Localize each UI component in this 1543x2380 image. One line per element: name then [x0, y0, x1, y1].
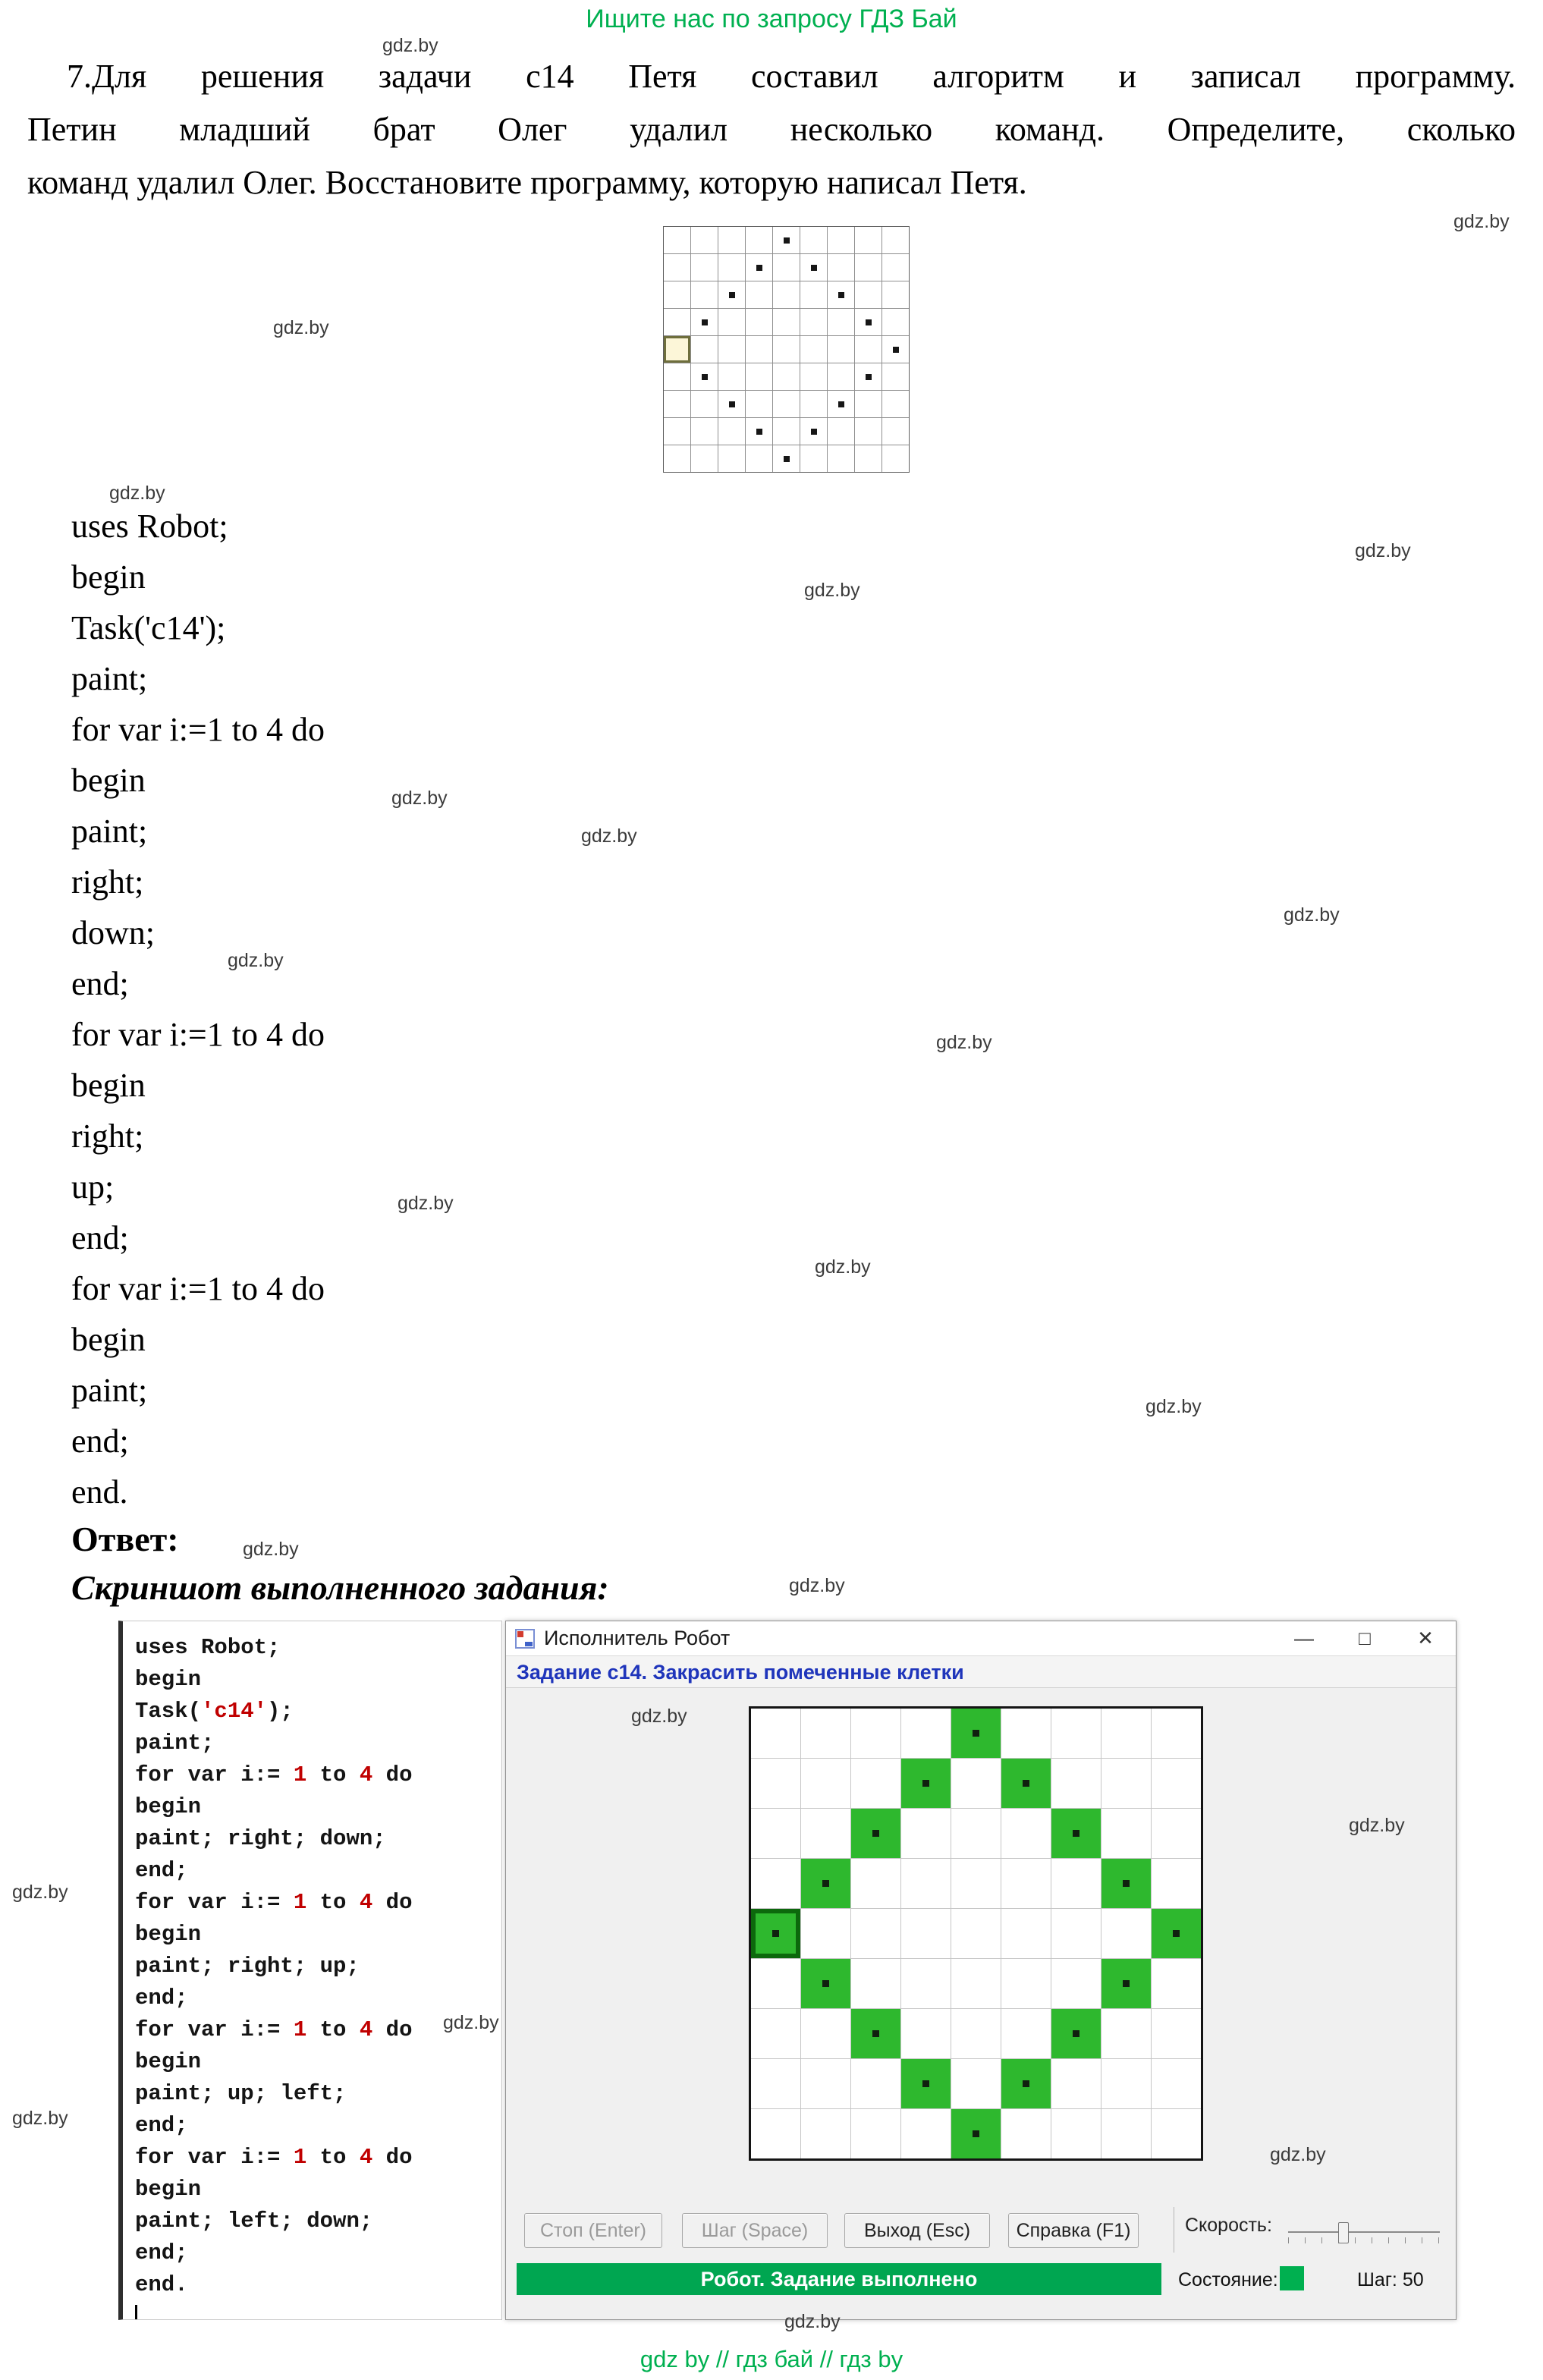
marked-cell	[773, 227, 800, 253]
program-code-line: begin	[71, 762, 146, 799]
grid-cell	[828, 363, 854, 390]
grid-cell	[1001, 1909, 1051, 1958]
grid-cell	[691, 445, 718, 472]
grid-cell	[773, 363, 800, 390]
grid-cell	[664, 363, 690, 390]
grid-cell	[901, 1709, 951, 1758]
screenshot-label: Скриншот выполненного задания:	[71, 1568, 609, 1607]
watermark: gdz.by	[581, 825, 637, 847]
marked-cell	[882, 336, 909, 363]
marked-cell	[801, 1959, 850, 2008]
grid-cell	[800, 391, 827, 417]
program-code-line: Task('c14');	[71, 609, 226, 646]
marked-cell	[951, 2109, 1001, 2158]
marked-cell	[1101, 1859, 1151, 1908]
grid-cell	[851, 2109, 900, 2158]
watermark: gdz.by	[1349, 1815, 1405, 1836]
program-code-line: uses Robot;	[71, 508, 228, 545]
grid-cell	[855, 391, 881, 417]
marked-cell	[718, 391, 745, 417]
grid-cell	[800, 336, 827, 363]
editor-code-line: end.	[135, 2272, 188, 2297]
marked-cell	[901, 2059, 951, 2108]
marked-cell	[1051, 1809, 1101, 1858]
editor-code-line: end;	[135, 2113, 188, 2138]
grid-cell	[691, 418, 718, 445]
grid-cell	[851, 1909, 900, 1958]
grid-cell	[1152, 2059, 1201, 2108]
stop-button[interactable]: Стоп (Enter)	[524, 2213, 662, 2248]
grid-cell	[901, 1909, 951, 1958]
footer-text: gdz by // гдз бай // гдз by	[640, 2346, 903, 2372]
grid-cell	[751, 1759, 800, 1808]
grid-cell	[664, 445, 690, 472]
task-statement	[27, 50, 1516, 209]
grid-cell	[851, 1709, 900, 1758]
grid-cell	[800, 445, 827, 472]
robot-cell	[664, 336, 690, 363]
grid-cell	[828, 418, 854, 445]
grid-cell	[1051, 2109, 1101, 2158]
step-button[interactable]: Шаг (Space)	[682, 2213, 828, 2248]
grid-cell	[746, 363, 772, 390]
program-code-line: end.	[71, 1473, 128, 1511]
grid-cell	[718, 254, 745, 281]
grid-cell	[882, 309, 909, 335]
grid-cell	[951, 1809, 1001, 1858]
grid-cell	[901, 2109, 951, 2158]
marked-cell	[1051, 2009, 1101, 2058]
editor-code	[135, 1632, 501, 2320]
editor-code-line: Task('c14');	[135, 1699, 294, 1724]
watermark: gdz.by	[1284, 904, 1340, 926]
grid-cell	[855, 254, 881, 281]
code-editor-panel[interactable]	[118, 1621, 502, 2320]
grid-cell	[751, 2109, 800, 2158]
grid-cell	[901, 1809, 951, 1858]
watermark: gdz.by	[1453, 211, 1510, 232]
watermark: gdz.by	[1355, 540, 1411, 561]
grid-cell	[1101, 1809, 1151, 1858]
grid-cell	[882, 391, 909, 417]
editor-code-line: begin	[135, 1667, 202, 1692]
watermark: gdz.by	[443, 2012, 499, 2033]
grid-cell	[1001, 1859, 1051, 1908]
editor-code-line: begin	[135, 1794, 202, 1819]
program-code-line: down;	[71, 914, 155, 951]
marked-cell	[901, 1759, 951, 1808]
grid-cell	[801, 1809, 850, 1858]
watermark: gdz.by	[631, 1706, 687, 1727]
program-code-line: right;	[71, 1118, 144, 1155]
grid-cell	[951, 1759, 1001, 1808]
grid-cell	[1051, 2059, 1101, 2108]
task-line: Петин младший брат Олег удалил несколько команд. Определите, сколько	[27, 111, 1516, 148]
grid-cell	[855, 418, 881, 445]
watermark: gdz.by	[1270, 2144, 1326, 2165]
program-code-line: end;	[71, 965, 129, 1002]
grid-cell	[1152, 2009, 1201, 2058]
robot-field-grid	[749, 1706, 1203, 2161]
task-line: команд удалил Олег. Восстановите программу, которую написал Петя.	[27, 164, 1027, 201]
program-code-line: end;	[71, 1423, 129, 1460]
grid-cell	[1001, 1809, 1051, 1858]
grid-cell	[1152, 1809, 1201, 1858]
editor-code-line: paint; left; down;	[135, 2209, 373, 2234]
grid-cell	[773, 281, 800, 308]
marked-cell	[851, 1809, 900, 1858]
editor-code-line: end;	[135, 2240, 188, 2265]
program-code-line: for var i:=1 to 4 do	[71, 1270, 325, 1307]
task-header: Задание c14. Закрасить помеченные клетки	[506, 1656, 1456, 1688]
program-code-line: begin	[71, 558, 146, 596]
grid-cell	[851, 2059, 900, 2108]
grid-cell	[828, 336, 854, 363]
grid-cell	[1051, 1909, 1101, 1958]
program-code-line: paint;	[71, 1372, 148, 1409]
marked-cell	[718, 281, 745, 308]
grid-cell	[746, 391, 772, 417]
grid-cell	[951, 1909, 1001, 1958]
grid-cell	[1101, 1709, 1151, 1758]
grid-cell	[751, 2059, 800, 2108]
grid-cell	[951, 2059, 1001, 2108]
grid-cell	[801, 1759, 850, 1808]
grid-cell	[718, 309, 745, 335]
task-line: 7.Для решения задачи c14 Петя составил алгоритм и записал программу.	[67, 58, 1516, 95]
watermark: gdz.by	[936, 1032, 992, 1053]
marked-cell	[801, 1859, 850, 1908]
marked-cell	[851, 2009, 900, 2058]
grid-cell	[1051, 1959, 1101, 2008]
grid-cell	[664, 227, 690, 253]
watermark: gdz.by	[789, 1575, 845, 1596]
editor-code-line: end;	[135, 1985, 188, 2011]
watermark: gdz.by	[784, 2311, 841, 2332]
grid-cell	[1101, 1759, 1151, 1808]
program-code-line: up;	[71, 1168, 115, 1206]
grid-cell	[882, 445, 909, 472]
grid-cell	[882, 227, 909, 253]
grid-cell	[828, 227, 854, 253]
grid-cell	[1051, 1859, 1101, 1908]
grid-cell	[718, 418, 745, 445]
grid-cell	[882, 281, 909, 308]
grid-cell	[751, 2009, 800, 2058]
slider-ticks	[1288, 2237, 1441, 2243]
grid-cell	[746, 336, 772, 363]
grid-cell	[751, 1809, 800, 1858]
grid-cell	[1001, 1709, 1051, 1758]
grid-cell	[664, 309, 690, 335]
grid-cell	[746, 281, 772, 308]
grid-cell	[1001, 1959, 1051, 2008]
grid-cell	[1101, 1909, 1151, 1958]
grid-cell	[882, 363, 909, 390]
grid-cell	[851, 1959, 900, 2008]
grid-cell	[901, 2009, 951, 2058]
grid-cell	[746, 445, 772, 472]
editor-code-line: paint;	[135, 1731, 215, 1756]
grid-cell	[751, 1959, 800, 2008]
marked-cell	[746, 254, 772, 281]
grid-cell	[800, 309, 827, 335]
program-code-line: end;	[71, 1219, 129, 1256]
grid-cell	[664, 418, 690, 445]
marked-cell	[1101, 1959, 1151, 2008]
watermark: gdz.by	[243, 1539, 299, 1560]
marked-cell	[951, 1709, 1001, 1758]
grid-cell	[773, 309, 800, 335]
grid-cell	[828, 309, 854, 335]
editor-code-line: for var i:= 1 to 4 do	[135, 2145, 413, 2170]
minimize-button[interactable]: —	[1294, 1627, 1314, 1649]
marked-cell	[855, 309, 881, 335]
grid-cell	[773, 254, 800, 281]
grid-cell	[773, 336, 800, 363]
watermark: gdz.by	[273, 317, 329, 338]
grid-cell	[800, 363, 827, 390]
program-code-line: for var i:=1 to 4 do	[71, 711, 325, 748]
grid-cell	[855, 445, 881, 472]
grid-cell	[855, 227, 881, 253]
grid-cell	[855, 281, 881, 308]
grid-cell	[901, 1959, 951, 2008]
watermark: gdz.by	[804, 580, 860, 601]
speed-slider[interactable]	[1288, 2207, 1441, 2253]
grid-cell	[691, 391, 718, 417]
watermark: gdz.by	[382, 35, 438, 56]
grid-cell	[1152, 1859, 1201, 1908]
editor-code-line: begin	[135, 2049, 202, 2074]
close-button[interactable]: ✕	[1417, 1627, 1434, 1649]
grid-cell	[951, 2009, 1001, 2058]
watermark: gdz.by	[391, 788, 448, 809]
grid-cell	[718, 445, 745, 472]
grid-cell	[1152, 1959, 1201, 2008]
grid-cell	[882, 254, 909, 281]
state-indicator	[1280, 2266, 1304, 2290]
grid-cell	[664, 281, 690, 308]
grid-cell	[882, 418, 909, 445]
program-code-line: begin	[71, 1067, 146, 1104]
marked-cell	[828, 391, 854, 417]
marked-cell	[691, 309, 718, 335]
marked-cell	[828, 281, 854, 308]
grid-cell	[800, 227, 827, 253]
grid-cell	[1101, 2009, 1151, 2058]
marked-cell	[691, 363, 718, 390]
promo-banner: Ищите нас по запросу ГДЗ Бай	[586, 5, 957, 33]
grid-cell	[801, 2109, 850, 2158]
grid-cell	[800, 281, 827, 308]
program-code-line: paint;	[71, 813, 148, 850]
editor-code-line: begin	[135, 2177, 202, 2202]
grid-cell	[801, 2009, 850, 2058]
grid-cell	[691, 227, 718, 253]
program-code-line: right;	[71, 863, 144, 901]
app-icon	[515, 1629, 535, 1649]
marked-cell	[1001, 1759, 1051, 1808]
watermark: gdz.by	[228, 950, 284, 971]
grid-cell	[801, 2059, 850, 2108]
grid-cell	[801, 1909, 850, 1958]
editor-code-line: for var i:= 1 to 4 do	[135, 1762, 413, 1787]
marked-cell	[773, 445, 800, 472]
watermark: gdz.by	[12, 1882, 68, 1903]
robot-executor-window	[505, 1621, 1457, 2320]
editor-code-line: paint; up; left;	[135, 2081, 347, 2106]
grid-cell	[851, 1859, 900, 1908]
marked-cell	[746, 418, 772, 445]
marked-cell	[1152, 1909, 1201, 1958]
marked-cell	[1001, 2059, 1051, 2108]
editor-code-line: end;	[135, 1858, 188, 1883]
grid-cell	[691, 254, 718, 281]
grid-cell	[1051, 1759, 1101, 1808]
editor-code-line: paint; right; down;	[135, 1826, 386, 1851]
grid-cell	[691, 281, 718, 308]
editor-code-line: paint; right; up;	[135, 1954, 360, 1979]
watermark: gdz.by	[815, 1256, 871, 1278]
grid-cell	[1152, 2109, 1201, 2158]
grid-cell	[951, 1959, 1001, 2008]
grid-cell	[746, 227, 772, 253]
grid-cell	[746, 309, 772, 335]
grid-cell	[855, 336, 881, 363]
help-button[interactable]: Справка (F1)	[1008, 2213, 1139, 2248]
grid-cell	[1001, 2009, 1051, 2058]
watermark: gdz.by	[398, 1193, 454, 1214]
speed-label: Скорость:	[1185, 2215, 1272, 2236]
maximize-button[interactable]: □	[1359, 1627, 1371, 1649]
grid-cell	[1101, 2059, 1151, 2108]
editor-cursor-line	[135, 2301, 501, 2320]
slider-thumb[interactable]	[1338, 2222, 1349, 2243]
speed-control-group	[1174, 2207, 1449, 2253]
grid-cell	[801, 1709, 850, 1758]
answer-label: Ответ:	[71, 1520, 179, 1558]
grid-cell	[1001, 2109, 1051, 2158]
editor-code-line: for var i:= 1 to 4 do	[135, 1890, 413, 1915]
grid-cell	[664, 391, 690, 417]
program-code-line: for var i:=1 to 4 do	[71, 1016, 325, 1053]
grid-cell	[951, 1859, 1001, 1908]
grid-cell	[751, 1709, 800, 1758]
grid-cell	[664, 254, 690, 281]
grid-cell	[718, 336, 745, 363]
slider-track-line	[1288, 2231, 1440, 2233]
window-title: Исполнитель Робот	[544, 1627, 731, 1649]
marked-cell	[855, 363, 881, 390]
task-field-grid	[663, 226, 910, 473]
grid-cell	[773, 391, 800, 417]
grid-cell	[828, 254, 854, 281]
grid-cell	[1152, 1709, 1201, 1758]
grid-cell	[828, 445, 854, 472]
text-cursor	[135, 2305, 137, 2320]
window-titlebar	[506, 1621, 1456, 1656]
program-code-line: begin	[71, 1321, 146, 1358]
grid-cell	[751, 1859, 800, 1908]
editor-code-line: uses Robot;	[135, 1635, 281, 1660]
grid-cell	[1051, 1709, 1101, 1758]
grid-cell	[1101, 2109, 1151, 2158]
watermark: gdz.by	[109, 483, 165, 504]
program-code-line: paint;	[71, 660, 148, 697]
marked-cell	[800, 418, 827, 445]
grid-cell	[691, 336, 718, 363]
state-label: Состояние:	[1178, 2269, 1278, 2290]
editor-code-line: begin	[135, 1922, 202, 1947]
status-bar: Робот. Задание выполнено	[517, 2263, 1161, 2295]
marked-cell	[800, 254, 827, 281]
editor-code-line: for var i:= 1 to 4 do	[135, 2017, 413, 2042]
step-counter: Шаг: 50	[1357, 2269, 1424, 2290]
program-code	[71, 501, 325, 1517]
grid-cell	[773, 418, 800, 445]
exit-button[interactable]: Выход (Esc)	[844, 2213, 990, 2248]
grid-cell	[851, 1759, 900, 1808]
grid-cell	[1152, 1759, 1201, 1808]
grid-cell	[718, 363, 745, 390]
robot-cell	[751, 1909, 800, 1958]
watermark: gdz.by	[12, 2108, 68, 2129]
grid-cell	[718, 227, 745, 253]
grid-cell	[901, 1859, 951, 1908]
watermark: gdz.by	[1145, 1396, 1202, 1417]
